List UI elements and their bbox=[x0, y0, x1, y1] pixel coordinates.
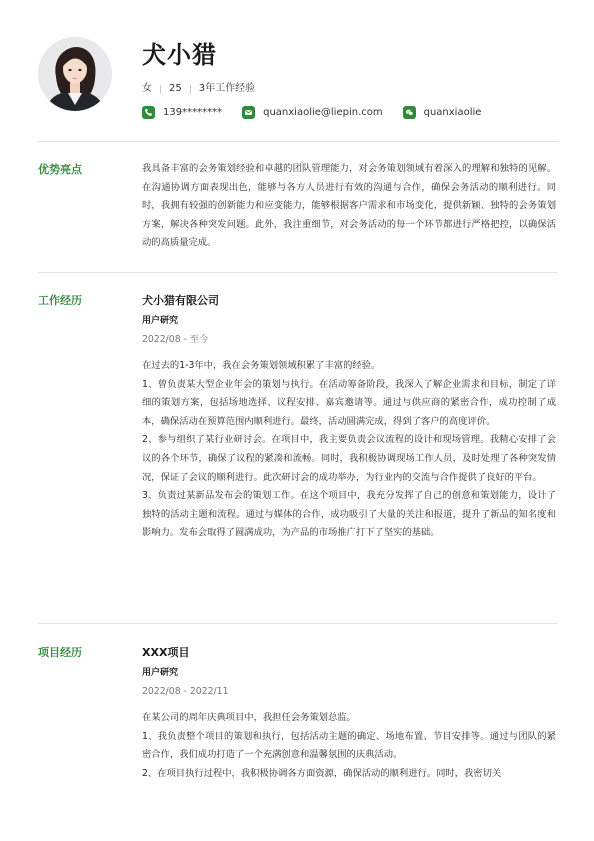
age: 25 bbox=[169, 83, 182, 94]
project-experience-section bbox=[142, 644, 556, 783]
section-divider bbox=[38, 141, 558, 142]
strengths-text: 我具备丰富的会务策划经验和卓越的团队管理能力，对会务策划领域有着深入的理解和独特的见解。在沟通协调方面表现出色，能够与各方人员进行有效的沟通与合作，确保会务活动的顺利进行。同时，我拥有较强的创新能力和应变能力，能够根据客户需求和市场变化，提供新颖、独特的会务策划方案，解决各种突发问题。此外，我注重细节，对会务活动的每一个环节都进行严格把控，以确保活动的高质量完成。 bbox=[142, 163, 556, 249]
resume-header bbox=[0, 0, 594, 142]
work-paragraph: 在过去的1-3年中，我在会务策划领域积累了丰富的经验。 bbox=[142, 360, 381, 371]
candidate-name: 犬小猎 bbox=[142, 41, 217, 69]
contact-email[interactable] bbox=[242, 106, 383, 119]
meta-separator bbox=[190, 85, 191, 94]
section-divider bbox=[38, 623, 558, 624]
phone-number: 139******** bbox=[163, 107, 223, 118]
strengths-section bbox=[142, 160, 556, 253]
phone-icon bbox=[142, 106, 155, 119]
work-paragraph: 2、参与组织了某行业研讨会。在项目中，我主要负责会议流程的设计和现场管理。我精心安排了会议的各个环节，确保了议程的紧凑和流畅。同时，我积极协调现场工作人员，及时处理了各种突发情况，保证了会议的顺利进行。此次研讨会的成功举办，为行业内的交流与合作提供了良好的平台。 bbox=[142, 434, 556, 483]
project-section-title: 项目经历 bbox=[38, 646, 82, 659]
wechat-icon bbox=[403, 106, 416, 119]
contact-phone[interactable] bbox=[142, 106, 222, 119]
contact-list bbox=[142, 106, 501, 119]
work-experience-section bbox=[142, 292, 556, 543]
mail-icon bbox=[242, 106, 255, 119]
work-paragraph: 3、负责过某新品发布会的策划工作。在这个项目中，我充分发挥了自己的创意和策划能力，设计了独特的活动主题和流程。通过与媒体的合作，成功吸引了大量的关注和报道，提升了新品的知名度和影响力。发布会取得了圆满成功，为产品的市场推广打下了坚实的基础。 bbox=[142, 490, 556, 539]
work-section-title: 工作经历 bbox=[38, 294, 82, 307]
avatar bbox=[38, 37, 112, 111]
wechat-id: quanxiaolie bbox=[423, 107, 482, 118]
project-paragraph: 在某公司的周年庆典项目中，我担任会务策划总监。 bbox=[142, 712, 356, 723]
avatar-photo bbox=[38, 37, 112, 111]
work-experience-years: 3年工作经验 bbox=[198, 83, 256, 94]
company-name: 犬小猎有限公司 bbox=[142, 294, 219, 307]
contact-wechat[interactable] bbox=[403, 106, 482, 119]
project-paragraph: 2、在项目执行过程中，我积极协调各方面资源，确保活动的顺利进行。同时，我密切关 bbox=[142, 767, 502, 779]
project-paragraph: 1、我负责整个项目的策划和执行，包括活动主题的确定、场地布置、节目安排等。通过与团队的紧密合作，我们成功打造了一个充满创意和温馨氛围的庆典活动。 bbox=[142, 730, 556, 761]
job-role: 用户研究 bbox=[142, 316, 179, 326]
project-role: 用户研究 bbox=[142, 668, 179, 678]
gender: 女 bbox=[142, 83, 152, 94]
strengths-section-title: 优势亮点 bbox=[38, 163, 82, 176]
candidate-meta bbox=[142, 82, 255, 96]
project-period: 2022/08 - 2022/11 bbox=[142, 686, 229, 697]
section-divider bbox=[38, 272, 558, 273]
work-paragraph: 1、曾负责某大型企业年会的策划与执行。在活动筹备阶段，我深入了解企业需求和目标，制定了详细的策划方案，包括场地选择、议程安排、嘉宾邀请等。通过与供应商的紧密合作，成功控制了成本，确保活动在预算范围内顺利进行。最终，活动圆满完成，得到了客户的高度评价。 bbox=[142, 378, 556, 427]
job-period: 2022/08 - 至今 bbox=[142, 334, 209, 345]
meta-separator bbox=[160, 85, 161, 94]
email-address: quanxiaolie@liepin.com bbox=[263, 107, 383, 118]
project-name: XXX项目 bbox=[142, 646, 190, 659]
